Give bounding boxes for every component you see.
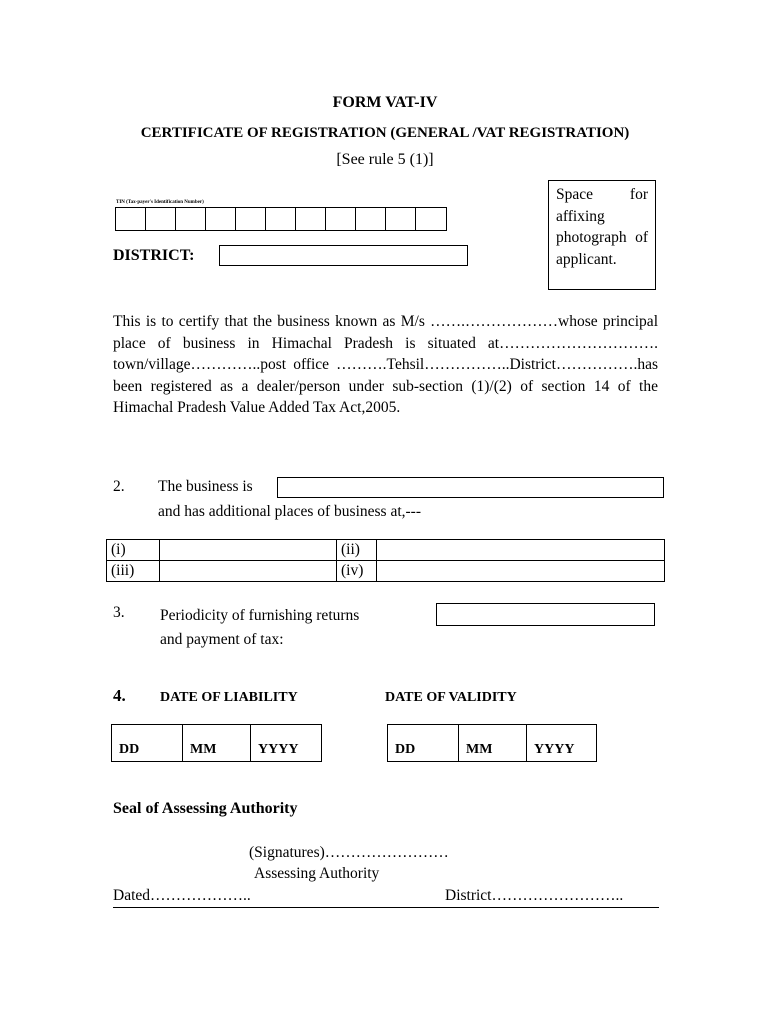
- form-title: FORM VAT-IV: [332, 94, 438, 111]
- validity-date-field: [387, 724, 597, 762]
- validity-year-field[interactable]: YYYY: [534, 742, 575, 757]
- seal-label: Seal of Assessing Authority: [113, 800, 298, 817]
- place-field-ii[interactable]: [377, 540, 665, 561]
- additional-places-label: and has additional places of business at,---: [158, 503, 421, 520]
- tin-digit-box[interactable]: [416, 208, 446, 230]
- table-row: [107, 561, 665, 582]
- tin-digit-box[interactable]: [266, 208, 296, 230]
- tin-digit-box[interactable]: [206, 208, 236, 230]
- item-2-number: 2.: [113, 478, 125, 495]
- rule-reference: [See rule 5 (1)]: [336, 151, 434, 168]
- tin-digit-box[interactable]: [296, 208, 326, 230]
- tin-label: TIN (Tax-payer's Identification Number): [116, 200, 204, 205]
- date-of-liability-label: DATE OF LIABILITY: [160, 690, 298, 705]
- item-3-number: 3.: [113, 604, 125, 621]
- liability-day-field[interactable]: DD: [112, 725, 183, 761]
- date-of-validity-label: DATE OF VALIDITY: [385, 690, 517, 705]
- assessing-authority-label: Assessing Authority: [254, 865, 380, 882]
- place-field-i[interactable]: [160, 540, 337, 561]
- bottom-divider: [113, 907, 659, 908]
- periodicity-line-1: Periodicity of furnishing returns: [160, 607, 360, 624]
- place-field-iii[interactable]: [160, 561, 337, 582]
- tin-digit-box[interactable]: [236, 208, 266, 230]
- place-label-iii: (iii): [107, 561, 160, 582]
- business-field[interactable]: [277, 477, 664, 498]
- tin-digit-box[interactable]: [326, 208, 356, 230]
- table-row: [107, 540, 665, 561]
- liability-year-field[interactable]: YYYY: [258, 742, 299, 757]
- validity-month-field[interactable]: MM: [459, 725, 527, 761]
- district-field[interactable]: [219, 245, 468, 266]
- tin-digit-box[interactable]: [386, 208, 416, 230]
- place-field-iv[interactable]: [377, 561, 665, 582]
- liability-date-field: [111, 724, 322, 762]
- validity-day-field[interactable]: DD: [388, 725, 459, 761]
- tin-input-boxes[interactable]: [115, 207, 447, 231]
- place-label-ii: (ii): [337, 540, 377, 561]
- additional-places-table: [106, 539, 665, 582]
- tin-digit-box[interactable]: [176, 208, 206, 230]
- item-4-number: 4.: [113, 686, 126, 705]
- tin-digit-box[interactable]: [146, 208, 176, 230]
- business-label: The business is: [158, 478, 253, 495]
- tin-digit-box[interactable]: [356, 208, 386, 230]
- certificate-title: CERTIFICATE OF REGISTRATION (GENERAL /VAT REGISTRATION): [140, 125, 630, 141]
- district-sign-line: District……………………..: [445, 887, 624, 904]
- periodicity-line-2: and payment of tax:: [160, 631, 284, 648]
- certificate-paragraph: This is to certify that the business known as M/s …….………………whose principal place of business in Himachal Pradesh is situated at…………………………. town/village…………..post office ……….Tehsil……………..District…………….has been registered as a dealer/person under sub-section (1)/(2) of section 14 of the Himachal Pradesh Value Added Tax Act,2005.: [113, 313, 658, 417]
- place-label-iv: (iv): [337, 561, 377, 582]
- signatures-line: (Signatures)……………………: [249, 844, 449, 861]
- liability-month-field[interactable]: MM: [183, 725, 251, 761]
- photograph-box: Space for affixing photograph of applicant.: [548, 180, 656, 290]
- place-label-i: (i): [107, 540, 160, 561]
- tin-digit-box[interactable]: [116, 208, 146, 230]
- periodicity-label: [160, 604, 359, 652]
- periodicity-field[interactable]: [436, 603, 655, 626]
- dated-line: Dated………………..: [113, 887, 251, 904]
- district-label: DISTRICT:: [113, 247, 195, 264]
